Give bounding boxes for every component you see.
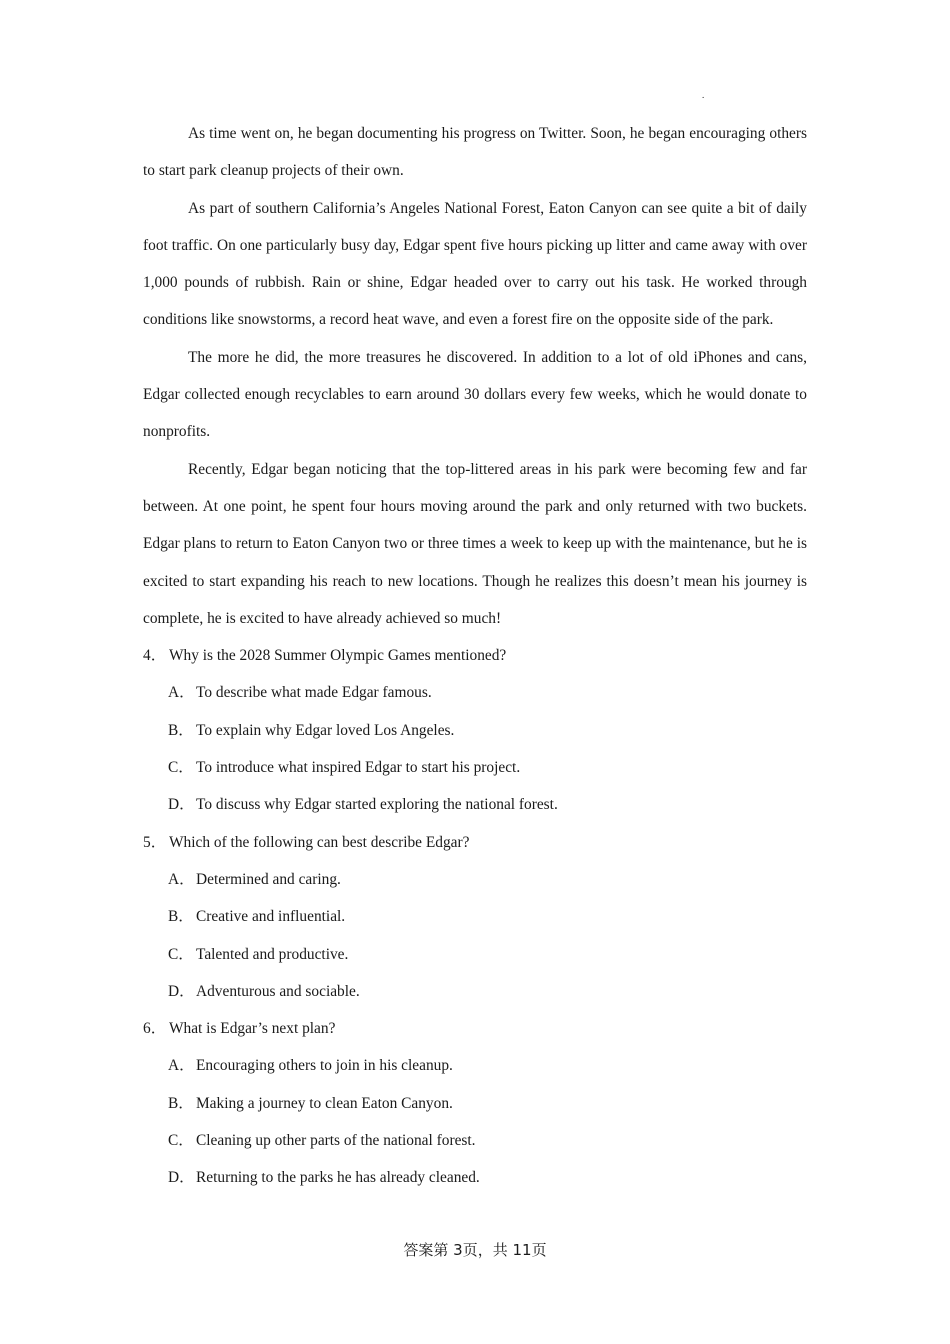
option-list <box>143 861 807 1010</box>
option-text: Cleaning up other parts of the national forest. <box>196 1132 476 1150</box>
question-stem <box>143 637 807 674</box>
option-label: A． <box>168 684 195 702</box>
option-text: Creative and influential. <box>196 908 346 926</box>
passage-paragraph: As time went on, he began documenting his progress on Twitter. Soon, he began encouraging others to start park cleanup projects of their own. <box>143 125 807 180</box>
option-label: A． <box>168 1057 195 1075</box>
option-a <box>143 1047 807 1084</box>
option-label: B． <box>168 1094 194 1112</box>
option-label: D． <box>168 796 195 814</box>
option-label: B． <box>168 721 194 739</box>
question-4 <box>143 637 807 823</box>
option-text: To explain why Edgar loved Los Angeles. <box>196 721 455 739</box>
question-number: 5． <box>143 833 167 851</box>
page-footer: 答案第 3页，共 11页 <box>403 1241 547 1259</box>
option-d <box>143 973 807 1010</box>
question-text: What is Edgar’s next plan? <box>169 1020 336 1038</box>
passage-paragraph: As part of southern California’s Angeles National Forest, Eaton Canyon can see quite a bit of daily foot traffic. On one particularly busy day, Edgar spent five hours picking up litter and came away with over 1,000 pounds of rubbish. Rain or shine, Edgar headed over to carry out his task. He worked through conditions like snowstorms, a record heat wave, and even a forest fire on the opposite side of the park. <box>143 199 807 329</box>
question-stem <box>143 824 807 861</box>
option-c <box>143 749 807 786</box>
option-a <box>143 674 807 711</box>
option-d <box>143 1159 807 1196</box>
option-text: Encouraging others to join in his cleanup. <box>196 1057 453 1075</box>
option-label: C． <box>168 945 194 963</box>
option-label: C． <box>168 759 194 777</box>
question-5 <box>143 824 807 1010</box>
question-text: Why is the 2028 Summer Olympic Games mentioned? <box>169 647 507 665</box>
question-6 <box>143 1010 807 1196</box>
option-text: Making a journey to clean Eaton Canyon. <box>196 1094 453 1112</box>
option-text: Talented and productive. <box>196 945 349 963</box>
option-c <box>143 1122 807 1159</box>
option-label: C． <box>168 1132 194 1150</box>
option-d <box>143 786 807 823</box>
question-text: Which of the following can best describe Edgar? <box>169 833 470 851</box>
option-text: Adventurous and sociable. <box>196 982 360 1000</box>
header-mark: . <box>702 90 705 100</box>
option-b <box>143 1085 807 1122</box>
document-content <box>143 115 807 1197</box>
option-b <box>143 712 807 749</box>
question-stem <box>143 1010 807 1047</box>
option-text: Determined and caring. <box>196 870 341 888</box>
question-number: 4． <box>143 647 167 665</box>
passage-paragraph: Recently, Edgar began noticing that the top-littered areas in his park were becoming few and far between. At one point, he spent four hours moving around the park and only returned with two buckets. Edgar plans to return to Eaton Canyon two or three times a week to keep up with the maintenance, but he is excited to start expanding his reach to new locations. Though he realizes this doesn’t mean his journey is complete, he is excited to have already achieved so much! <box>143 460 807 627</box>
option-label: D． <box>168 1169 195 1187</box>
question-number: 6． <box>143 1020 167 1038</box>
option-label: A． <box>168 870 195 888</box>
option-b <box>143 898 807 935</box>
option-label: D． <box>168 982 195 1000</box>
passage-paragraph: The more he did, the more treasures he discovered. In addition to a lot of old iPhones and cans, Edgar collected enough recyclables to earn around 30 dollars every few weeks, which he would donate to nonprofits. <box>143 348 807 441</box>
option-label: B． <box>168 908 194 926</box>
option-text: Returning to the parks he has already cleaned. <box>196 1169 480 1187</box>
option-text: To describe what made Edgar famous. <box>196 684 432 702</box>
option-text: To discuss why Edgar started exploring the national forest. <box>196 796 558 814</box>
option-list <box>143 674 807 823</box>
option-c <box>143 936 807 973</box>
option-a <box>143 861 807 898</box>
option-list <box>143 1047 807 1196</box>
option-text: To introduce what inspired Edgar to start his project. <box>196 759 521 777</box>
